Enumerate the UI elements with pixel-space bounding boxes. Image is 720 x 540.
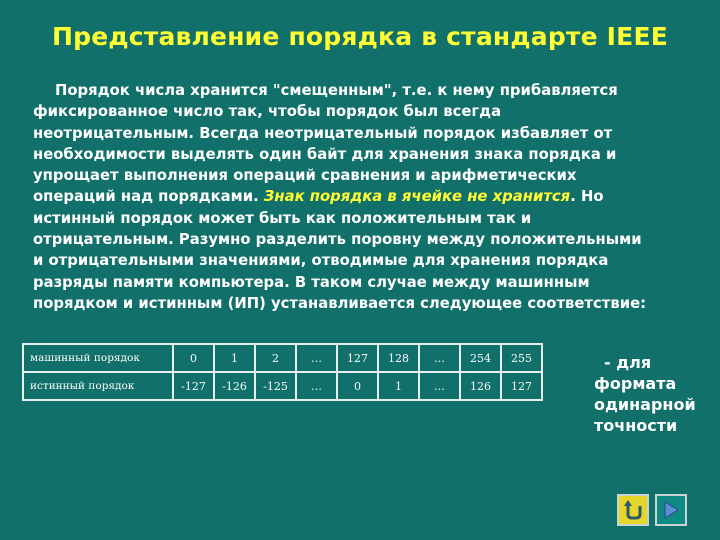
table-cell: … <box>296 344 337 372</box>
paragraph-line: Порядок числа хранится "смещенным", т.е. к нему прибавляется <box>55 82 618 99</box>
return-arrow-icon <box>619 496 647 524</box>
paragraph-text: . Но <box>570 188 604 206</box>
table-cell: 0 <box>173 344 214 372</box>
table-cell: -127 <box>173 372 214 400</box>
row-header: истинный порядок <box>23 372 173 400</box>
paragraph-line: неотрицательным. Всегда неотрицательный порядок избавляет от <box>33 124 613 142</box>
paragraph-line: порядком и истинным (ИП) устанавливается следующее соответствие: <box>33 294 647 312</box>
body-paragraph <box>33 80 709 314</box>
table-row <box>23 344 542 372</box>
table-cell: … <box>296 372 337 400</box>
play-next-icon <box>657 496 685 524</box>
table-row <box>23 372 542 400</box>
table-cell: 0 <box>337 372 378 400</box>
table-cell: 254 <box>460 344 501 372</box>
table-cell: 127 <box>501 372 542 400</box>
paragraph-line: упрощает выполнения операций сравнения и арифметических <box>33 167 577 185</box>
table-cell: 1 <box>378 372 419 400</box>
table-cell: 127 <box>337 344 378 372</box>
table-cell: 126 <box>460 372 501 400</box>
table-cell: 2 <box>255 344 296 372</box>
highlighted-phrase: Знак порядка в ячейке не хранится <box>263 188 571 206</box>
paragraph-line-with-highlight <box>33 186 709 207</box>
table-cell: 255 <box>501 344 542 372</box>
table-cell: -125 <box>255 372 296 400</box>
exponent-mapping-table <box>22 343 543 401</box>
slide-title: Представление порядка в стандарте IEEE <box>51 22 669 51</box>
table-cell: -126 <box>214 372 255 400</box>
table-cell: … <box>419 372 460 400</box>
paragraph-line: разряды памяти компьютера. В таком случае между машинным <box>33 273 590 291</box>
table-cell: 128 <box>378 344 419 372</box>
next-slide-button[interactable] <box>655 494 687 526</box>
row-header: машинный порядок <box>23 344 173 372</box>
paragraph-line: необходимости выделять один байт для хранения знака порядка и <box>33 145 617 163</box>
paragraph-text: операций над порядками. <box>33 188 259 206</box>
single-precision-note <box>594 352 714 436</box>
note-line: одинарной <box>594 395 696 414</box>
note-line: - для <box>604 353 652 372</box>
note-line: точности <box>594 416 678 435</box>
table-cell: 1 <box>214 344 255 372</box>
return-button[interactable] <box>617 494 649 526</box>
paragraph-line: и отрицательными значениями, отводимые для хранения порядка <box>33 252 609 270</box>
table-cell: … <box>419 344 460 372</box>
paragraph-line: отрицательным. Разумно разделить поровну между положительными <box>33 231 642 249</box>
note-line: формата <box>594 374 677 393</box>
paragraph-line: фиксированное число так, чтобы порядок был всегда <box>33 103 502 121</box>
paragraph-line: истинный порядок может быть как положительным так и <box>33 209 532 227</box>
